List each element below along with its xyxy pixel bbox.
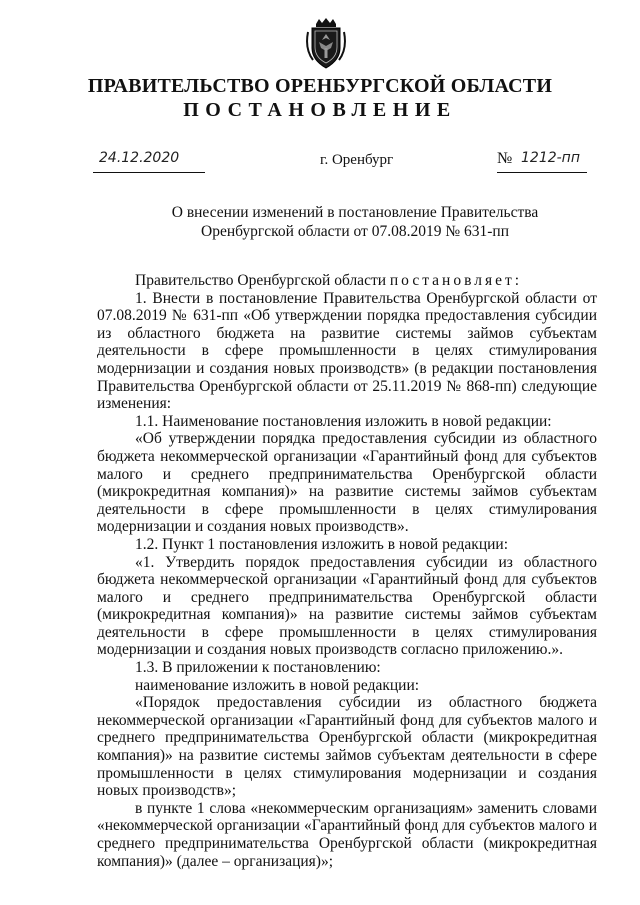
document-body xyxy=(97,272,597,870)
paragraph-1-2: 1.2. Пункт 1 постановления изложить в новой редакции: xyxy=(135,535,509,553)
paragraph-1-3-b: в пункте 1 слова «некоммерческим организациям» заменить словами «некоммерческой организации «Гарантийный фонд для субъектов малого и среднего предпринимательства Оренбургской области (микрокредитная компания)» (далее – организация)»; xyxy=(97,799,597,870)
paragraph-1-1: 1.1. Наименование постановления изложить в новой редакции: xyxy=(135,412,552,430)
document-type-title: ПОСТАНОВЛЕНИЕ xyxy=(183,99,457,121)
paragraph-1-3-a-text: «Порядок предоставления субсидии из областного бюджета некоммерческой организации «Гарантийный фонд для субъектов малого и среднего предпринимательства Оренбургской области (микрокредитная компания)» на развитие системы займов субъектам деятельности в сфере промышленности в целях стимулирования модернизации и создания новых производств»; xyxy=(97,694,597,800)
document-number-field xyxy=(497,148,587,173)
number-sign: № xyxy=(497,150,513,167)
preamble-text: Правительство Оренбургской области xyxy=(135,272,390,289)
paragraph-1-1-text: «Об утверждении порядка предоставления субсидии из областного бюджета некоммерческой организации «Гарантийный фонд для субъектов малого и среднего предпринимательства Оренбургской области (микрокредитная компания)» на развитие системы займов субъектам деятельности в сфере промышленности в целях стимулирования модернизации и создания новых производств». xyxy=(97,430,597,536)
paragraph-1-3-a: наименование изложить в новой редакции: xyxy=(135,676,420,694)
coat-of-arms-emblem xyxy=(305,18,347,70)
subject-line-2: Оренбургской области от 07.08.2019 № 631-пп xyxy=(201,223,509,240)
document-number: 1212-пп xyxy=(521,150,580,166)
preamble-resolves: постановляет: xyxy=(389,272,523,289)
document-subject xyxy=(0,203,640,241)
document-date: 24.12.2020 xyxy=(99,150,180,166)
paragraph-1-2-text: «1. Утвердить порядок предоставления субсидии из областного бюджета некоммерческой организации «Гарантийный фонд для субъектов малого и среднего предпринимательства Оренбургской области (микрокредитная компания)» на развитие системы займов субъектам деятельности в сфере промышленности в целях стимулирования модернизации и создания новых производств согласно приложению.». xyxy=(97,553,597,659)
document-date-field xyxy=(93,148,205,173)
subject-line-1: О внесении изменений в постановление Правительства xyxy=(171,204,539,221)
paragraph-1-3: 1.3. В приложении к постановлению: xyxy=(135,659,381,677)
government-title: ПРАВИТЕЛЬСТВО ОРЕНБУРГСКОЙ ОБЛАСТИ xyxy=(87,75,553,97)
paragraph-1: 1. Внести в постановление Правительства Оренбургской области от 07.08.2019 № 631-пп «Об утверждении порядка предоставления субсидии из областного бюджета на развитие системы займов субъектам деятельности в сфере промышленности в целях стимулирования модернизации и создания новых производств» (в редакции постановления Правительства Оренбургской области от 25.11.2019 № 868-пп) следующие изменения: xyxy=(97,289,597,413)
document-city: г. Оренбург xyxy=(320,152,394,168)
preamble xyxy=(97,272,597,290)
